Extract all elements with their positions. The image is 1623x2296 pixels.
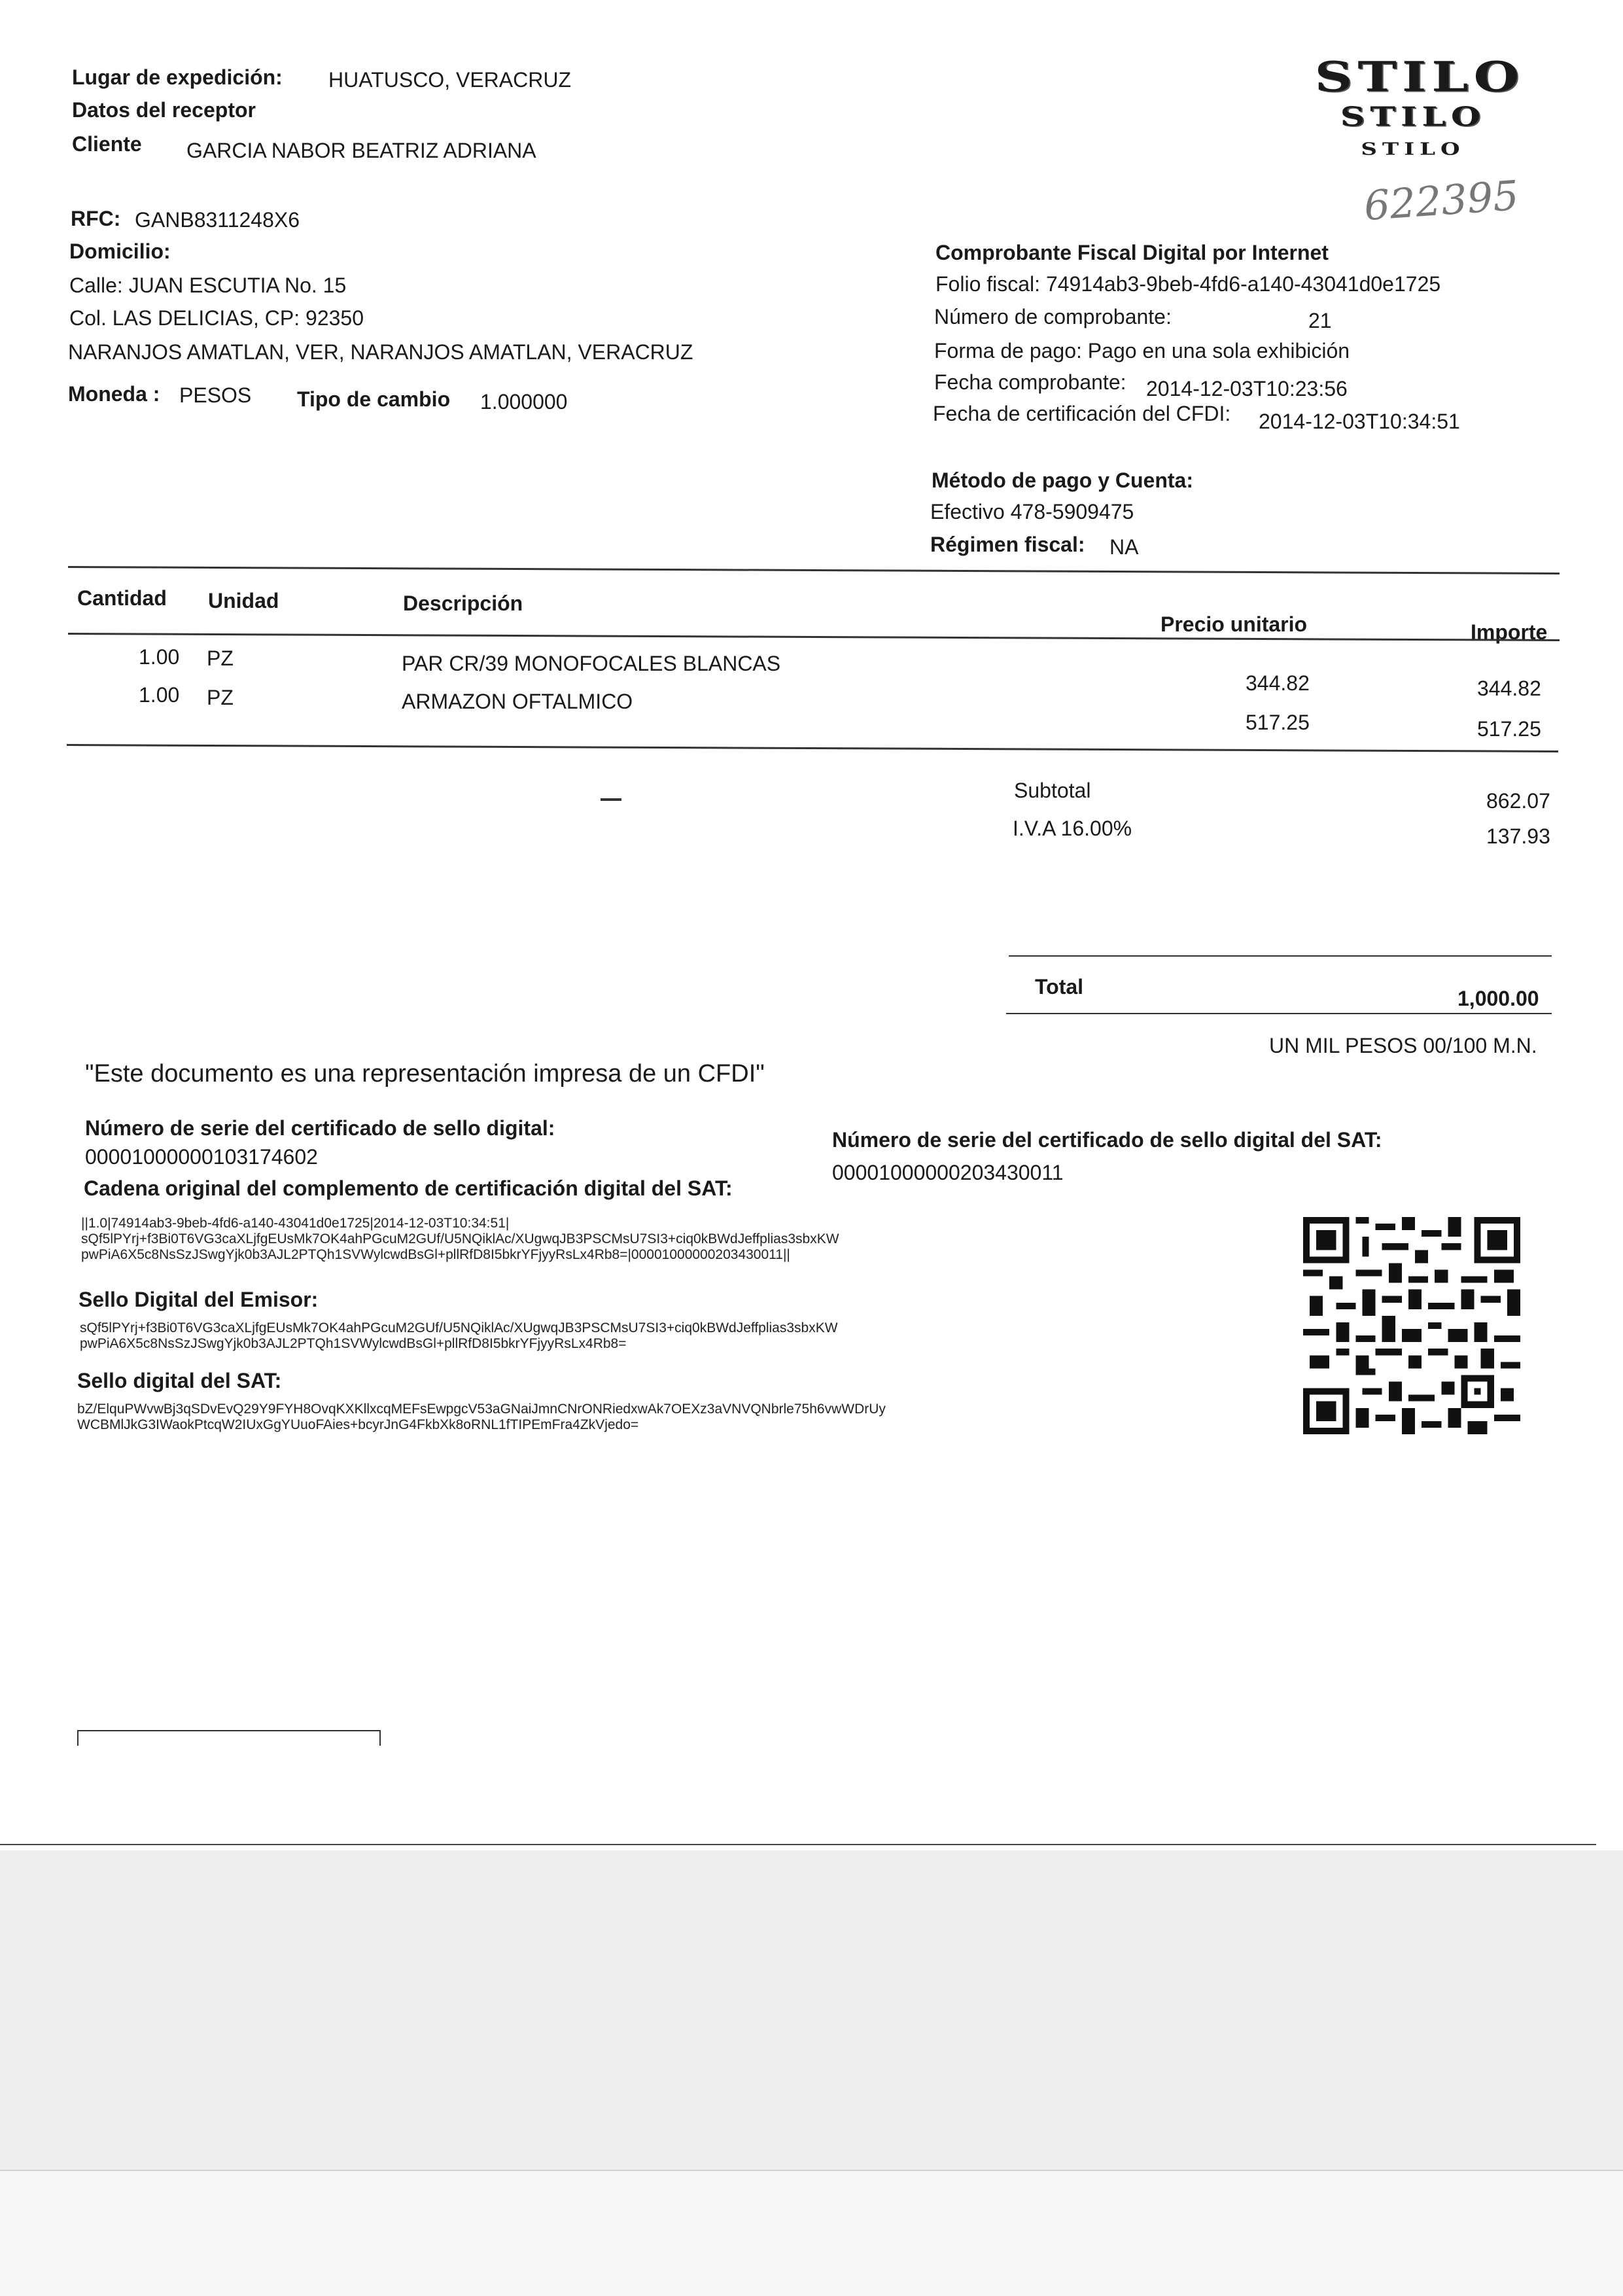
cert-serial-value: 00001000000103174602 xyxy=(85,1145,318,1169)
date-label: Fecha comprobante: xyxy=(934,370,1126,394)
logo-line-1: STILO xyxy=(1314,52,1525,101)
row-2-desc: ARMAZON OFTALMICO xyxy=(402,690,633,713)
table-header-rule xyxy=(68,633,1560,641)
exchange-value: 1.000000 xyxy=(480,390,568,414)
sat-cert-serial-label: Número de serie del certificado de sello digital del SAT: xyxy=(832,1128,1382,1152)
cfdi-heading: Comprobante Fiscal Digital por Internet xyxy=(935,241,1329,264)
folio-label: Folio fiscal: xyxy=(935,272,1041,296)
row-1-unit: PZ xyxy=(207,646,234,670)
scan-lower-band xyxy=(0,2171,1623,2296)
logo-line-3: STILO xyxy=(1361,139,1465,160)
address-line-1: Calle: JUAN ESCUTIA No. 15 xyxy=(69,274,347,297)
chain-line-3: pwPiA6X5c8NsSzJSwgYjk0b3AJL2PTQh1SVWylcwdBsGl+pllRfD8I5bkrYFjyyRsLx4Rb8=|00001000000203430011|| xyxy=(81,1247,790,1262)
emitter-seal-line-2: pwPiA6X5c8NsSzJSwgYjk0b3AJL2PTQh1SVWylcwdBsGl+pllRfD8I5bkrYFjyyRsLx4Rb8= xyxy=(80,1336,627,1351)
address-line-3: NARANJOS AMATLAN, VER, NARANJOS AMATLAN, VERACRUZ xyxy=(68,340,693,364)
col-header-amount: Importe xyxy=(1471,620,1548,644)
col-header-price: Precio unitario xyxy=(1161,612,1308,636)
total-label: Total xyxy=(1035,975,1084,998)
representation-note: "Este documento es una representación impresa de un CFDI" xyxy=(85,1060,765,1087)
row-2-amount: 517.25 xyxy=(1477,717,1541,741)
cert-date-value: 2014-12-03T10:34:51 xyxy=(1259,410,1460,433)
address-label: Domicilio: xyxy=(69,239,171,263)
chain-line-1: ||1.0|74914ab3-9beb-4fd6-a140-43041d0e1725|2014-12-03T10:34:51| xyxy=(81,1216,510,1231)
payment-form-row xyxy=(934,339,1350,363)
currency-label: Moneda : xyxy=(68,382,160,406)
page-edge-rule xyxy=(0,1844,1596,1845)
scan-mark xyxy=(601,798,621,801)
row-1-amount: 344.82 xyxy=(1477,677,1541,700)
total-bottom-rule xyxy=(1006,1013,1552,1014)
exchange-label: Tipo de cambio xyxy=(297,387,451,411)
client-label: Cliente xyxy=(72,132,142,156)
currency-value: PESOS xyxy=(179,383,252,407)
regime-value: NA xyxy=(1109,535,1139,559)
payment-form-label: Forma de pago: xyxy=(934,339,1082,362)
receiver-heading: Datos del receptor xyxy=(72,98,256,122)
scan-fold-line xyxy=(0,2170,1623,2171)
payment-method-value: Efectivo 478-5909475 xyxy=(930,500,1134,523)
date-value: 2014-12-03T10:23:56 xyxy=(1146,377,1348,400)
iva-value: 137.93 xyxy=(1486,824,1550,848)
place-label: Lugar de expedición: xyxy=(72,65,283,89)
footer-stamp-box xyxy=(77,1730,381,1746)
sat-seal-line-2: WCBMlJkG3IWaokPtcqW2IUxGgYUuoFAies+bcyrJnG4FkbXk8oRNL1fTIPEmFra4ZkVjedo= xyxy=(77,1417,639,1432)
payment-form-value: Pago en una sola exhibición xyxy=(1087,339,1350,362)
number-label: Número de comprobante: xyxy=(934,305,1172,328)
place-value: HUATUSCO, VERACRUZ xyxy=(328,68,571,92)
subtotal-value: 862.07 xyxy=(1486,789,1550,813)
row-1-qty: 1.00 xyxy=(139,645,180,669)
table-top-rule xyxy=(68,566,1560,574)
total-top-rule xyxy=(1009,955,1552,957)
chain-line-2: sQf5lPYrj+f3Bi0T6VG3caXLjfgEUsMk7OK4ahPGcuM2GUf/U5NQiklAc/XUgwqJB3PSCMsU7SI3+ciq0kBWdJeffplias3sbxKW xyxy=(81,1231,839,1246)
client-value: GARCIA NABOR BEATRIZ ADRIANA xyxy=(186,139,536,162)
address-line-2: Col. LAS DELICIAS, CP: 92350 xyxy=(69,306,364,330)
subtotal-label: Subtotal xyxy=(1014,779,1091,802)
row-2-unit: PZ xyxy=(207,686,234,709)
col-header-desc: Descripción xyxy=(403,592,523,615)
scan-shadow-band xyxy=(0,1850,1623,2171)
qr-code-icon xyxy=(1303,1217,1520,1434)
sat-cert-serial-value: 00001000000203430011 xyxy=(832,1161,1064,1184)
regime-label: Régimen fiscal: xyxy=(930,533,1085,556)
folio-value: 74914ab3-9beb-4fd6-a140-43041d0e1725 xyxy=(1045,272,1441,296)
amount-in-words: UN MIL PESOS 00/100 M.N. xyxy=(1269,1034,1537,1057)
cert-serial-label: Número de serie del certificado de sello digital: xyxy=(85,1116,555,1140)
row-2-price: 517.25 xyxy=(1246,711,1310,734)
sat-seal-label: Sello digital del SAT: xyxy=(77,1369,282,1392)
number-value: 21 xyxy=(1308,309,1332,332)
payment-method-label: Método de pago y Cuenta: xyxy=(932,468,1193,492)
row-2-qty: 1.00 xyxy=(139,683,180,707)
total-value: 1,000.00 xyxy=(1457,987,1539,1010)
col-header-qty: Cantidad xyxy=(77,586,167,610)
emitter-seal-line-1: sQf5lPYrj+f3Bi0T6VG3caXLjfgEUsMk7OK4ahPGcuM2GUf/U5NQiklAc/XUgwqJB3PSCMsU7SI3+ciq0kBWdJeffplias3sbxKW xyxy=(80,1320,838,1335)
chain-label: Cadena original del complemento de certificación digital del SAT: xyxy=(84,1176,733,1200)
cert-date-label: Fecha de certificación del CFDI: xyxy=(933,402,1231,425)
col-header-unit: Unidad xyxy=(208,589,279,612)
folio-row xyxy=(935,272,1440,296)
sat-seal-line-1: bZ/ElquPWvwBj3qSDvEvQ29Y9FYH8OvqKXKllxcqMEFsEwpgcV53aGNaiJmnCNrONRiedxwAk7OEXz3aVNVQNbrle75h6vwWDrUy xyxy=(77,1402,886,1417)
row-1-desc: PAR CR/39 MONOFOCALES BLANCAS xyxy=(402,652,781,675)
logo-line-2: STILO xyxy=(1340,101,1486,133)
rfc-label: RFC: xyxy=(71,207,121,230)
handwritten-number: 622395 xyxy=(1362,171,1520,230)
table-bottom-rule xyxy=(67,744,1558,752)
row-1-price: 344.82 xyxy=(1246,671,1310,695)
iva-label: I.V.A 16.00% xyxy=(1013,817,1132,840)
emitter-seal-label: Sello Digital del Emisor: xyxy=(79,1288,319,1311)
rfc-value: GANB8311248X6 xyxy=(135,208,300,232)
